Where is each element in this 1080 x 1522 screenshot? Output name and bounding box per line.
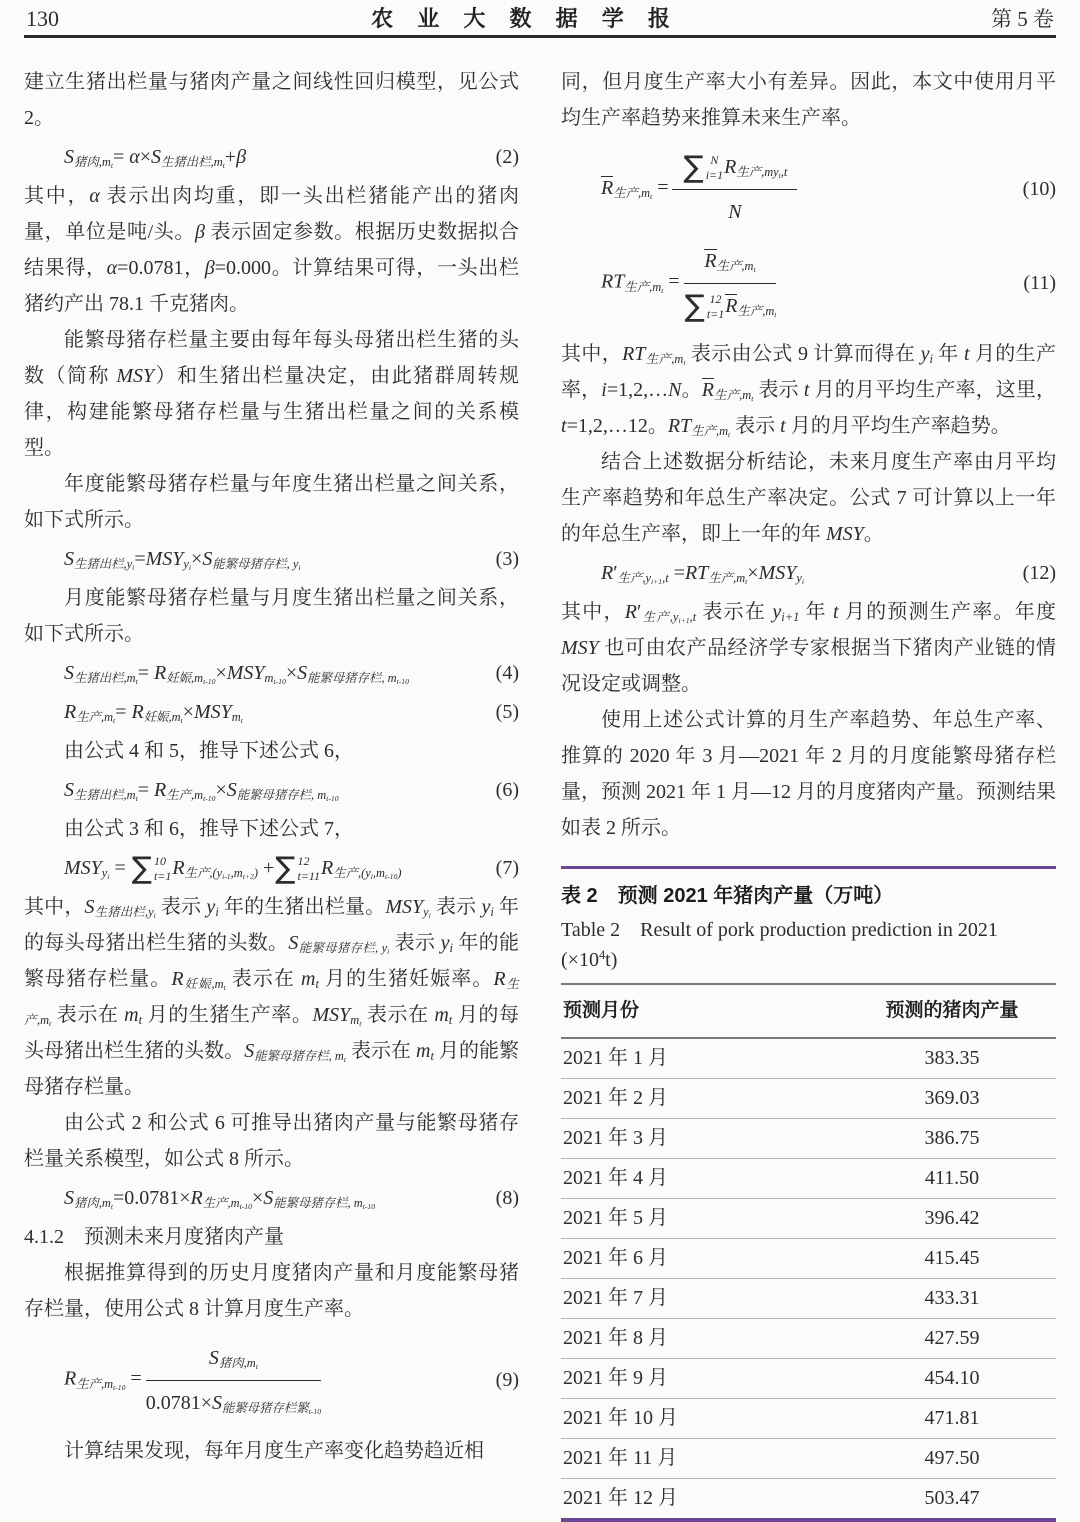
table-bottom-rule [561, 1518, 1056, 1522]
month-cell: 2021 年 1 月 [563, 1047, 668, 1069]
month-cell: 2021 年 5 月 [563, 1207, 668, 1229]
formula-number: (7) [495, 857, 519, 879]
journal-title: 农 业 大 数 据 学 报 [371, 6, 679, 31]
formula-number: (12) [1022, 562, 1056, 584]
formula-body: $R_{生产,m_t}= R_{妊娠,m_t}\times MSY_{m_t}$ [64, 701, 243, 726]
col-header-month: 预测月份 [563, 1000, 640, 1021]
formula [561, 242, 1056, 324]
paragraph: 年度能繁母猪存栏量与年度生猪出栏量之间关系，如下式所示。 [24, 473, 519, 531]
table-row [561, 1479, 1056, 1519]
predicted-value-cell: 415.45 [924, 1247, 980, 1269]
sum-symbol: ∑ N i=1 [683, 149, 724, 185]
table-caption-en: Table 2 Result of pork production prediction in 2021 $(\times 10^4t)$ [561, 919, 998, 971]
predicted-value-cell: 471.81 [924, 1407, 980, 1429]
page-header [0, 0, 1080, 32]
formula-body: $S_{生猪出栏,y_i}=MSY_{y_i}\times S_{能繁母猪存栏, y_i}$ [64, 548, 301, 573]
formula-number: (10) [1022, 178, 1056, 200]
formula-number: (3) [495, 548, 519, 570]
month-cell: 2021 年 10 月 [563, 1407, 678, 1429]
formula-body: $R_{生产,m_{t-10}}$ = $\frac{S_{猪肉,m_t}}{0.0781\times S_{能繁母猪存栏繁_{t-10}}}$ [64, 1339, 490, 1421]
pork-prediction-table [561, 983, 1056, 1518]
month-cell: 2021 年 8 月 [563, 1327, 668, 1349]
predicted-value-cell: 427.59 [924, 1327, 980, 1349]
formula-number: (2) [495, 146, 519, 168]
month-cell: 2021 年 4 月 [563, 1167, 668, 1189]
table-row [561, 1038, 1056, 1079]
formula-body: $S_{生猪出栏,m_t}= R_{妊娠,m_{t-10}}\times MSY_{m_{t-10}}\times S_{能繁母猪存栏, m_{t-10}}$ [64, 662, 409, 687]
page-number: 130 [26, 6, 59, 31]
predicted-value-cell: 383.35 [924, 1047, 980, 1069]
formula-body: $S_{猪肉,m_t}=0.0781\times R_{生产,m_{t-10}}\times S_{能繁母猪存栏, m_{t-10}}$ [64, 1187, 376, 1212]
month-cell: 2021 年 7 月 [563, 1287, 668, 1309]
predicted-value-cell: 503.47 [924, 1487, 980, 1509]
table-row [561, 1439, 1056, 1479]
paragraph: 其中，α 表示出肉均重，即一头出栏猪能产出的猪肉量，单位是吨/头。β 表示固定参数。根据历史数据拟合结果得，α=0.0781，β=0.000。计算结果可得，一头出栏猪约产出 78.1 千克猪肉。 [24, 185, 520, 315]
formula [24, 655, 519, 691]
sum-symbol: ∑ 12 t=11 [275, 850, 321, 886]
formula-body: $R'_{生产,y_{i+1},t} =RT_{生产,m_t}\times MSY_{y_i}$ [601, 562, 804, 587]
formula [561, 555, 1056, 591]
formula-number: (8) [495, 1187, 519, 1209]
paragraph: 结合上述数据分析结论，未来月度生产率由月平均生产率趋势和年总生产率决定。公式 7 可计算以上一年的年总生产率，即上一年的年 MSY。 [561, 451, 1056, 545]
month-cell: 2021 年 9 月 [563, 1367, 668, 1389]
two-column-body [0, 38, 1080, 1522]
predicted-value-cell: 454.10 [924, 1367, 980, 1389]
predicted-value-cell: 433.31 [924, 1287, 980, 1309]
month-cell: 2021 年 6 月 [563, 1247, 668, 1269]
section-heading: 4.1.2 预测未来月度猪肉产量 [24, 1226, 284, 1248]
table-row [561, 1239, 1056, 1279]
table-row [561, 1279, 1056, 1319]
formula-number: (4) [495, 662, 519, 684]
paragraph: 由公式 4 和 5，推导下述公式 6， [64, 740, 354, 762]
table-row [561, 1159, 1056, 1199]
paragraph: 能繁母猪存栏量主要由每年每头母猪出栏生猪的头数（简称 MSY）和生猪出栏量决定，由此猪群周转规律，构建能繁母猪存栏量与生猪出栏量之间的关系模型。 [24, 329, 520, 459]
table-caption-zh: 表 2 预测 2021 年猪肉产量（万吨） [561, 885, 894, 907]
table-top-rule [561, 866, 1056, 869]
formula-body: $S_{猪肉,m_t}= \alpha\times S_{生猪出栏,m_t}+\beta$ [64, 146, 247, 171]
paragraph: 月度能繁母猪存栏量与月度生猪出栏量之间关系，如下式所示。 [24, 587, 519, 645]
paragraph: 计算结果发现，每年月度生产率变化趋势趋近相 [64, 1440, 484, 1462]
formula-number: (9) [495, 1369, 519, 1391]
formula [24, 772, 519, 808]
formula-number: (6) [495, 779, 519, 801]
formula-number: (11) [1023, 272, 1056, 294]
formula [24, 139, 519, 175]
formula [24, 694, 519, 730]
table-header-row [561, 984, 1056, 1038]
sum-symbol: ∑ 10 t=1 [131, 850, 172, 886]
paragraph: 使用上述公式计算的月生产率趋势、年总生产率、推算的 2020 年 3 月—2021 年 2 月的月度能繁母猪存栏量，预测 2021 年 1 月—12 月的月度猪肉产量。预测结果如表 2 所示。 [561, 709, 1056, 839]
pork-table-body [561, 1038, 1056, 1518]
paragraph: 由公式 3 和 6，推导下述公式 7， [64, 818, 354, 840]
formula [561, 148, 1056, 230]
table-row [561, 1199, 1056, 1239]
paragraph: 由公式 2 和公式 6 可推导出猪肉产量与能繁母猪存栏量关系模型，如公式 8 所示。 [24, 1112, 519, 1170]
formula-body: $RT_{生产,m_t}$ = $R_{生产,m_t}$ ∑ 12 t=1 $R_{生产,m_t}$ [601, 242, 1017, 324]
paragraph: 同，但月度生产率大小有差异。因此，本文中使用月平均生产率趋势来推算未来生产率。 [561, 71, 1056, 129]
predicted-value-cell: 497.50 [924, 1447, 980, 1469]
predicted-value-cell: 369.03 [924, 1087, 980, 1109]
predicted-value-cell: 396.42 [924, 1207, 980, 1229]
formula [24, 1180, 519, 1216]
paragraph: 其中，$R'_{生产,y_{i+1},t}$ 表示在 $y_{i+1}$ 年 t 月的预测生产率。年度 MSY 也可由农产品经济学专家根据当下猪肉产业链的情况设定或调整。 [561, 601, 1057, 695]
formula-body: $R_{生产,m_t}$ = ∑ N i=1 $R_{生产,my_t,t}$ N [601, 148, 1017, 230]
table-row [561, 1399, 1056, 1439]
predicted-value-cell: 386.75 [924, 1127, 980, 1149]
right-column [561, 64, 1056, 1522]
month-cell: 2021 年 3 月 [563, 1127, 668, 1149]
table-row [561, 1319, 1056, 1359]
paragraph: 根据推算得到的历史月度猪肉产量和月度能繁母猪存栏量，使用公式 8 计算月度生产率。 [24, 1262, 519, 1320]
table-2-block [561, 866, 1056, 1522]
col-header-value: 预测的猪肉产量 [885, 1000, 1019, 1021]
formula [24, 1339, 519, 1421]
formula-number: (5) [495, 701, 519, 723]
month-cell: 2021 年 12 月 [563, 1487, 678, 1509]
paragraph: 建立生猪出栏量与猪肉产量之间线性回归模型，见公式 2。 [24, 71, 519, 129]
table-row [561, 1119, 1056, 1159]
formula [24, 850, 519, 886]
paragraph: 其中，$RT_{生产,m_t}$ 表示由公式 9 计算而得在 $y_i$ 年 t 月的生产率，i=1,2,…N。$R_{生产,m_t}$ 表示 t 月的月平均生产率，这里，t=1,2,…12。$RT_{生产,m_t}$ 表示 t 月的月平均生产率趋势。 [561, 343, 1057, 440]
predicted-value-cell: 411.50 [924, 1167, 980, 1189]
sum-symbol: ∑ 12 t=1 [684, 288, 725, 324]
volume-label: 第 5 卷 [991, 7, 1054, 31]
left-column [24, 64, 519, 1522]
formula [24, 541, 519, 577]
paragraph: 其中，$S_{生猪出栏,y_i}$ 表示 $y_i$ 年的生猪出栏量。$MSY_{y_i}$ 表示 $y_i$ 年的每头母猪出栏生猪的头数。$S_{能繁母猪存栏, y_i}$ 表示 $y_i$ 年的能繁母猪存栏量。$R_{妊娠,m_t}$ 表示在 $m_t$ 月的生猪妊娠率。$R_{生产,m_t}$ 表示在 $m_t$ 月的生猪生产率。$MSY_{m_t}$ 表示在 $m_t$ 月的每头母猪出栏生猪的头数。$S_{能繁母猪存栏, m_t}$ 表示在 $m_t$ 月的能繁母猪存栏量。 [24, 896, 520, 1098]
formula-body: $S_{生猪出栏,m_t}= R_{生产,m_{t-10}}\times S_{能繁母猪存栏, m_{t-10}}$ [64, 779, 339, 804]
table-row [561, 1079, 1056, 1119]
table-row [561, 1359, 1056, 1399]
month-cell: 2021 年 2 月 [563, 1087, 668, 1109]
month-cell: 2021 年 11 月 [563, 1447, 678, 1469]
formula-body: $MSY_{y_i}$ = ∑ 10 t=1 $R_{生产,(y_{i-1},m_{t+2})}$ + ∑ 12 t=11 $R_{生产,(y_i,m_{t-10})}$ [64, 850, 402, 886]
